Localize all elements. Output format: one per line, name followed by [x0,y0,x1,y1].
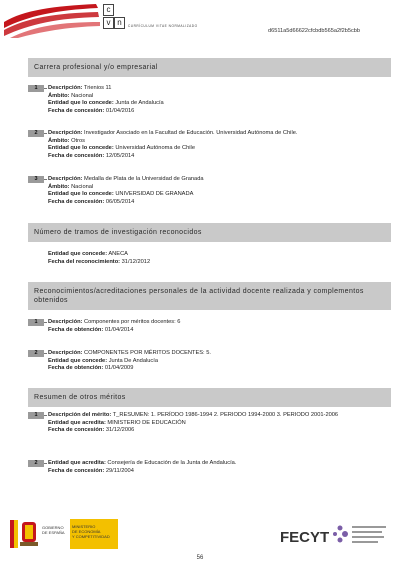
section-title-carrera: Carrera profesional y/o empresarial [28,58,391,77]
list-item [28,350,388,374]
entry-number: 1 [28,412,44,419]
entry-number: 1 [28,319,44,326]
divider [44,88,47,89]
field-label: Fecha de concesión: [48,198,105,205]
field-value: 01/04/2016 [104,107,135,114]
field-label: Descripción: [48,130,83,136]
field-value: Universidad Autónoma de Chile [113,145,195,152]
logo-letter-v: v [103,17,114,29]
cvn-logo-waves-icon [4,4,100,38]
field-label: Fecha de concesión: [48,107,105,114]
list-item [28,130,388,162]
field-value: Otros [69,137,85,144]
section-title-reconocimientos: Reconocimientos/acreditaciones personales de la actividad docente realizada y complementos obtenidos [28,282,391,310]
entry-body [48,350,384,373]
field-value: 01/04/2014 [103,326,134,333]
ministry-line-4: DE ECONOMÍA [72,529,101,534]
field-label: Entidad que concede: [48,357,108,364]
entry-body [48,412,364,435]
document-id: d6511a5d66622cfcbdb565a2f2b5cbb [268,28,360,34]
field-label: Entidad que concede: [48,251,108,257]
entry-number: 3 [28,176,44,183]
field-value: 06/05/2014 [104,198,135,205]
field-label: Entidad que acredita: [48,460,106,466]
field-label: Entidad que lo concede: [48,100,114,107]
divider [44,133,47,134]
ministry-line-3: MINISTERIO [72,524,96,529]
list-item [28,460,388,476]
field-value: UNIVERSIDAD DE GRANADA [113,191,194,198]
field-label: Fecha del reconocimiento: [48,258,121,265]
entry-body [48,176,384,206]
field-value: Nacional [69,183,94,190]
field-value: Componentes por méritos docentes: 6 [82,319,181,325]
entry-number: 1 [28,85,44,92]
field-value: ANECA [107,251,128,257]
section-title-otros: Resumen de otros méritos [28,388,391,407]
list-item [28,251,388,267]
section-title-tramos: Número de tramos de investigación reconocidos [28,223,391,242]
fecyt-logo-icon [280,520,390,550]
field-value: Trienios 11 [82,85,112,91]
field-label: Entidad que lo concede: [48,191,114,198]
list-item [28,85,388,117]
entry-body [48,85,384,115]
entry-number: 2 [28,350,44,357]
divider [44,179,47,180]
entry-body [48,319,384,334]
field-label: Descripción: [48,350,83,356]
list-item [28,412,388,444]
field-label: Fecha de obtención: [48,326,104,333]
field-label: Ámbito: [48,183,70,190]
field-value: Medalla de Plata de la Universidad de Granada [82,176,204,182]
entry-body [48,130,384,160]
field-value: COMPONENTES POR MÉRITOS DOCENTES: 5. [82,350,211,356]
ministry-line-2: DE ESPAÑA [42,530,65,535]
field-label: Fecha de obtención: [48,365,104,372]
field-label: Descripción: [48,85,83,91]
field-label: Fecha de concesión: [48,467,105,474]
field-value: Nacional [69,92,94,99]
entry-number: 2 [28,460,44,467]
field-label: Descripción: [48,176,83,182]
field-value: 01/04/2009 [103,365,134,372]
field-value: 12/05/2014 [104,152,135,159]
field-value: 31/12/2012 [120,258,151,265]
page-number: 56 [196,555,204,561]
field-label: Fecha de concesión: [48,152,105,159]
divider [44,353,47,354]
field-label: Descripción del mérito: [48,412,112,418]
divider [44,415,47,416]
field-value: 31/12/2006 [104,427,135,434]
field-value: Investigador Asociado en la Facultad de Educación. Universidad Autónoma de Chile. [82,130,298,136]
divider [44,463,47,464]
field-value: Consejería de Educación de la Junta de Andalucía. [105,460,237,466]
ministry-line-5: Y COMPETITIVIDAD [72,534,110,539]
spain-government-logo-icon [8,518,120,550]
ministry-line-1: GOBIERNO [42,525,64,530]
field-value: 29/11/2004 [104,467,134,474]
field-label: Ámbito: [48,137,70,144]
fecyt-wordmark: FECYT [280,529,330,546]
entry-body [48,460,384,475]
field-value: Junta De Andalucía [107,357,159,364]
field-value: Junta de Andalucía [113,100,164,107]
field-label: Fecha de concesión: [48,427,105,434]
divider [44,322,47,323]
logo-letter-n: n [114,17,125,29]
field-label: Entidad que acredita: [48,419,106,426]
field-value: T_RESUMEN: 1. PERÍODO 1986-1994 2. PERIODO 1994-2000 3. PERIODO 2001-2006 [111,412,339,418]
list-item [28,319,388,335]
field-label: Descripción: [48,319,83,325]
entry-body [48,251,384,266]
logo-letter-c: c [103,4,114,16]
list-item [28,176,388,208]
entry-number: 2 [28,130,44,137]
logo-subtitle: CURRÍCULUM VITAE NORMALIZADO [128,24,198,28]
field-label: Entidad que lo concede: [48,145,114,152]
field-label: Ámbito: [48,92,70,99]
field-value: MINISTERIO DE EDUCACIÓN [105,419,186,426]
